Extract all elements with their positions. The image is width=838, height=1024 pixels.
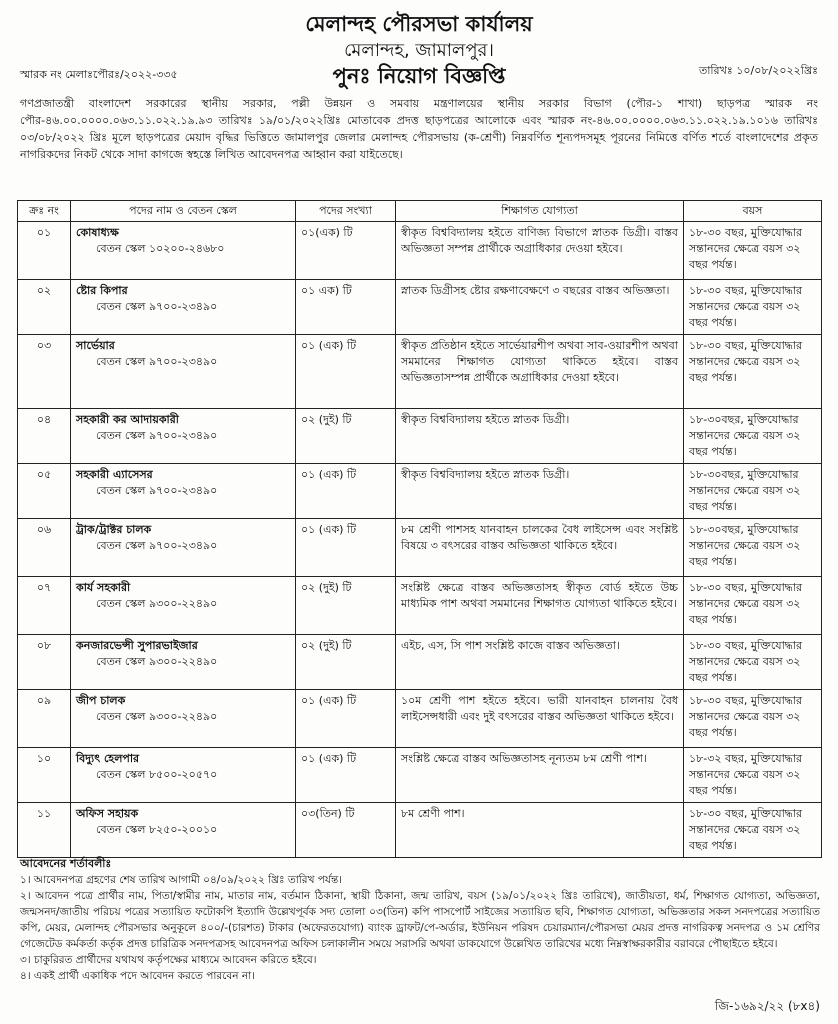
- table-header-row: [18, 201, 822, 222]
- row-post: [71, 409, 296, 464]
- row-qualification: স্বীকৃত বিশ্ববিদ্যালয় হইতে বাণিজ্য বিভাগে স্নাতক ডিগ্রী। বাস্তব অভিজ্ঞতা সম্পন্ন প্রার্থীকে অগ্রাধিকার দেওয়া হইবে।: [396, 222, 684, 280]
- header-age: বয়স: [684, 201, 822, 222]
- header-post: পদের নাম ও বেতন স্কেল: [71, 201, 296, 222]
- row-qualification: সংশ্লিষ্ট ক্ষেত্রে বাস্তব অভিজ্ঞতাসহ নূন্যতম ৮ম শ্রেণী পাশ।: [396, 748, 684, 803]
- header-count: পদের সংখ্যা: [296, 201, 396, 222]
- header-serial: ক্রঃ নং: [18, 201, 71, 222]
- row-age: ১৮-৩০ বছর, মুক্তিযোদ্ধার সন্তানদের ক্ষেত্রে বয়স ৩২ বছর পর্যন্ত।: [684, 690, 822, 748]
- term-item: ৪। একই প্রার্থী একাধিক পদে আবেদন করতে পারবেন না।: [20, 970, 255, 982]
- intro-paragraph: গণপ্রজাতন্ত্রী বাংলাদেশ সরকারের স্থানীয় সরকার, পল্লী উন্নয়ন ও সমবায় মন্ত্রণালয়ের স্থানীয় সরকার বিভাগ (পৌর-১ শাখা) ছাড়পত্র স্মারক নং পৌর-৪৬.০০.০০০০.০৬৩.১১.০২২.১৯.৯৩ তারিখঃ ১৯/০১/২০২২খ্রিঃ মোতাবেক প্রদত্ত ছাড়পত্রের আলোকে এবং স্মারক নং-৪৬.০০.০০০০.০৬৩.১১.০২২.১৯.১০১৬ তারিখঃ ০৩/০৮/২০২২ খ্রিঃ মূলে ছাড়পত্রের মেয়াদ বৃদ্ধির ভিত্তিতে জামালপুর জেলার মেলান্দহ পৌরসভায় (ক-শ্রেণী) নিম্নবর্ণিত শূন্যপদসমূহ পূরনের নিমিত্তে বর্ণিত শর্তে বাংলাদেশের প্রকৃত নাগরিকদের নিকট থেকে সাদা কাগজে স্বহস্তে লিখিত আবেদনপত্র আহ্বান করা যাইতেছে।: [20, 97, 818, 161]
- pay-scale: বেতন স্কেল ৯৭০০-২৩৪৯০: [96, 429, 218, 442]
- row-qualification: সংশ্লিষ্ট ক্ষেত্রে বাস্তব অভিজ্ঞতাসহ স্বীকৃত বোর্ড হইতে উচ্চ মাধ্যমিক পাশ অথবা সমমানের শিক্ষাগত যোগ্যতা থাকিতে হইবে।: [396, 577, 684, 635]
- row-qualification: ৮ম শ্রেণী পাশ।: [396, 803, 684, 858]
- pay-scale: বেতন স্কেল ৯৩০০-২২৪৯০: [96, 597, 218, 610]
- row-serial: ১০: [18, 748, 71, 803]
- post-name: ট্রাক/ট্রাক্টর চালক: [76, 523, 152, 536]
- row-post: [71, 519, 296, 577]
- row-serial: ০৪: [18, 409, 71, 464]
- row-post: [71, 335, 296, 409]
- table-row: [18, 280, 822, 335]
- row-post: [71, 280, 296, 335]
- notice-date: তারিখঃ ১০/০৮/২০২২খ্রিঃ: [698, 64, 818, 77]
- post-name: সহকারী কর আদায়কারী: [76, 413, 179, 426]
- row-age: ১৮-৩০ বছর, মুক্তিযোদ্ধার সন্তানদের ক্ষেত্রে বয়স ৩২ বছর পর্যন্ত।: [684, 280, 822, 335]
- row-serial: ০৬: [18, 519, 71, 577]
- table-row: [18, 222, 822, 280]
- row-qualification: ৮ম শ্রেণী পাশসহ যানবাহন চালকের বৈধ লাইসেন্স এবং সংশ্লিষ্ট বিষয়ে ৩ বৎসরের বাস্তব অভিজ্ঞতা থাকিতে হইবে।: [396, 519, 684, 577]
- table-row: [18, 519, 822, 577]
- vacancy-table: [17, 200, 822, 858]
- row-serial: ০২: [18, 280, 71, 335]
- row-age: ১৮-৩০ বছর, মুক্তিযোদ্ধার সন্তানদের ক্ষেত্রে বয়স ৩২ বছর পর্যন্ত।: [684, 803, 822, 858]
- office-location: মেলান্দহ, জামালপুর।: [344, 40, 494, 61]
- post-name: কোষাধ্যক্ষ: [76, 226, 119, 239]
- row-serial: ০৩: [18, 335, 71, 409]
- row-count: ০১ এক) টি: [296, 280, 396, 335]
- pay-scale: বেতন স্কেল ৯৩০০-২২৪৯০: [96, 655, 218, 668]
- pay-scale: বেতন স্কেল ৯৭০০-২৩৪৯০: [96, 300, 218, 313]
- row-post: [71, 748, 296, 803]
- table-row: [18, 690, 822, 748]
- row-count: ০১ (এক) টি: [296, 335, 396, 409]
- post-name: অফিস সহায়ক: [76, 807, 139, 820]
- post-name: সার্ভেয়ার: [76, 339, 115, 352]
- row-qualification: স্বীকৃত প্রতিষ্ঠান হইতে সার্ভেয়ারশীপ অথবা সাব-ওয়ারশীপ অথবা সমমানের শিক্ষাগত যোগ্যতা থাকিতে হইবে। বাস্তব অভিজ্ঞতাসম্পন্ন প্রার্থীকে অগ্রাধিকার দেওয়া হইবে।: [396, 335, 684, 409]
- post-name: কনজারভেন্সী সুপারভাইজার: [76, 639, 198, 652]
- post-name: সহকারী এ্যাসেসর: [76, 468, 153, 481]
- header-qualification: শিক্ষাগত যোগ্যতা: [396, 201, 684, 222]
- row-post: [71, 464, 296, 519]
- row-count: ০১ (এক) টি: [296, 748, 396, 803]
- term-item: ১। আবেদনপত্র গ্রহণের শেষ তারিখ আগামী ০৪/০৯/২০২২ খ্রিঃ তারিখ পর্যন্ত।: [20, 874, 342, 886]
- row-age: ১৮-৩০ বছর, মুক্তিযোদ্ধার সন্তানদের ক্ষেত্রে বয়স ৩২ বছর পর্যন্ত।: [684, 635, 822, 690]
- post-name: কার্য সহকারী: [76, 581, 131, 594]
- table-row: [18, 803, 822, 858]
- application-terms: [20, 856, 820, 984]
- row-age: ১৮-৩০বছর, মুক্তিযোদ্ধার সন্তানদের ক্ষেত্রে বয়স ৩২ বছর পর্যন্ত।: [684, 409, 822, 464]
- pay-scale: বেতন স্কেল ৮৫০০-২০৫৭০: [96, 768, 218, 781]
- row-post: [71, 803, 296, 858]
- row-post: [71, 222, 296, 280]
- term-item: ৩। চাকুরিরত প্রার্থীদের যথাযথ কর্তৃপক্ষের মাধ্যমে আবেদন করিতে হইবে।: [20, 954, 317, 966]
- row-qualification: ১০ম শ্রেণী পাশ হইতে হইবে। ভারী যানবাহন চালনায় বৈধ লাইসেন্সধারী এবং দুই বৎসরের বাস্তব অভিজ্ঞতা থাকিতে হইবে।: [396, 690, 684, 748]
- row-count: ০২ (দুই) টি: [296, 635, 396, 690]
- row-serial: ০৮: [18, 635, 71, 690]
- row-qualification: স্বীকৃত বিশ্ববিদ্যালয় হইতে স্নাতক ডিগ্রী।: [396, 464, 684, 519]
- row-post: [71, 635, 296, 690]
- row-qualification: স্বীকৃত বিশ্ববিদ্যালয় হইতে স্নাতক ডিগ্রী।: [396, 409, 684, 464]
- post-name: ষ্টোর কিপার: [76, 284, 128, 297]
- row-age: ১৮-৩০ বছর, মুক্তিযোদ্ধার সন্তানদের ক্ষেত্রে বয়স ৩২ বছর পর্যন্ত।: [684, 577, 822, 635]
- row-count: ০১ (এক) টি: [296, 690, 396, 748]
- row-count: ০২ (দুই) টি: [296, 409, 396, 464]
- terms-heading: আবেদনের শর্তাবলীঃ: [20, 857, 112, 870]
- pay-scale: বেতন স্কেল ৯৭০০-২৩৪৯০: [96, 484, 218, 497]
- row-age: ১৮-৩০ বছর, মুক্তিযোদ্ধার সন্তানদের ক্ষেত্রে বয়স ৩২ বছর পর্যন্ত।: [684, 222, 822, 280]
- row-count: ০১(এক) টি: [296, 222, 396, 280]
- row-post: [71, 577, 296, 635]
- notice-title: পুনঃ নিয়োগ বিজ্ঞপ্তি: [332, 64, 506, 88]
- pay-scale: বেতন স্কেল ৮২৫০-২০০১০: [96, 823, 218, 836]
- row-count: ০৩(তিন) টি: [296, 803, 396, 858]
- post-name: জীপ চালক: [76, 694, 126, 707]
- row-count: ০১ (এক) টি: [296, 519, 396, 577]
- row-serial: ০৯: [18, 690, 71, 748]
- office-name: মেলান্দহ পৌরসভা কার্যালয়: [305, 12, 533, 36]
- memo-number: স্মারক নং মেলাঃপৌরঃ/২০২২-৩৩৫: [20, 68, 178, 81]
- row-age: ১৮-৩০বছর, মুক্তিযোদ্ধার সন্তানদের ক্ষেত্রে বয়স ৩২ বছর পর্যন্ত।: [684, 519, 822, 577]
- row-qualification: স্নাতক ডিগ্রীসহ ষ্টোর রক্ষণাবেক্ষণে ৩ বছরের বাস্তব অভিজ্ঞতা।: [396, 280, 684, 335]
- row-serial: ০৫: [18, 464, 71, 519]
- row-serial: ০১: [18, 222, 71, 280]
- table-row: [18, 464, 822, 519]
- row-count: ০১ (এক) টি: [296, 464, 396, 519]
- row-count: ০২ (দুই) টি: [296, 577, 396, 635]
- row-age: ১৮-৩০বছর, মুক্তিযোদ্ধার সন্তানদের ক্ষেত্রে বয়স ৩২ বছর পর্যন্ত।: [684, 464, 822, 519]
- post-name: বিদ্যুৎ হেলপার: [76, 752, 140, 765]
- table-row: [18, 409, 822, 464]
- row-qualification: এইচ, এস, সি পাশ সংশ্লিষ্ট কাজে বাস্তব অভিজ্ঞতা।: [396, 635, 684, 690]
- pay-scale: বেতন স্কেল ৯৩০০-২২৪৯০: [96, 710, 218, 723]
- term-item: ২। আবেদন পত্রে প্রার্থীর নাম, পিতা/স্বামীর নাম, মাতার নাম, বর্তমান ঠিকানা, স্থায়ী ঠিকানা, জন্ম তারিখ, বয়স (১৯/০১/২০২২ খ্রিঃ তারিখে), জাতীয়তা, ধর্ম, শিক্ষাগত যোগ্যতা, অভিজ্ঞতা, জন্মসনদ/জাতীয় পরিচয় পত্রের সত্যায়িত ফটোকপি ইত্যাদি উল্লেখপূর্বক সদ্য তোলা ০৩(তিন) কপি পাসপোর্ট সাইজের সত্যায়িত ছবি, শিক্ষাগত যোগ্যতা, অভিজ্ঞতার সকল সনদপত্রের সত্যায়িত কপি, মেয়র, মেলান্দহ পৌরসভার অনুকূলে ৪০০/-(চারশত) টাকার (অফেরতযোগ্য) ব্যাংক ড্রাফট/পে-অর্ডার, ইউনিয়ন পরিষদ চেয়ারম্যান/পৌরসভা মেয়র প্রদত্ত নাগরিকত্ব সনদপত্র ও ১ম শ্রেণির গেজেটেড কর্মকর্তা কর্তৃক প্রদত্ত চারিত্রিক সনদপত্রসহ আবেদনপত্র অফিস চলাকালীন সময়ে সরাসরি অথবা ডাকযোগে উল্লেখিত তারিখের মধ্যে নিম্নস্বাক্ষরকারীর বরাবরে পৌছাইতে হইবে।: [20, 890, 820, 950]
- pay-scale: বেতন স্কেল ৯৭০০-২৩৪৯০: [96, 355, 218, 368]
- row-serial: ১১: [18, 803, 71, 858]
- row-age: ১৮-৩০ বছর, মুক্তিযোদ্ধার সন্তানদের ক্ষেত্রে বয়স ৩২ বছর পর্যন্ত।: [684, 335, 822, 409]
- publication-code: জি-১৬৯২/২২ (৮x৪): [714, 999, 820, 1013]
- pay-scale: বেতন স্কেল ১০২০০-২৪৬৮০: [96, 242, 225, 255]
- row-serial: ০৭: [18, 577, 71, 635]
- table-row: [18, 335, 822, 409]
- table-row: [18, 748, 822, 803]
- row-post: [71, 690, 296, 748]
- pay-scale: বেতন স্কেল ৯৭০০-২৩৪৯০: [96, 539, 218, 552]
- row-age: ১৮-৩২ বছর, মুক্তিযোদ্ধার সন্তানদের ক্ষেত্রে বয়স ৩২ বছর পর্যন্ত।: [684, 748, 822, 803]
- table-row: [18, 577, 822, 635]
- table-row: [18, 635, 822, 690]
